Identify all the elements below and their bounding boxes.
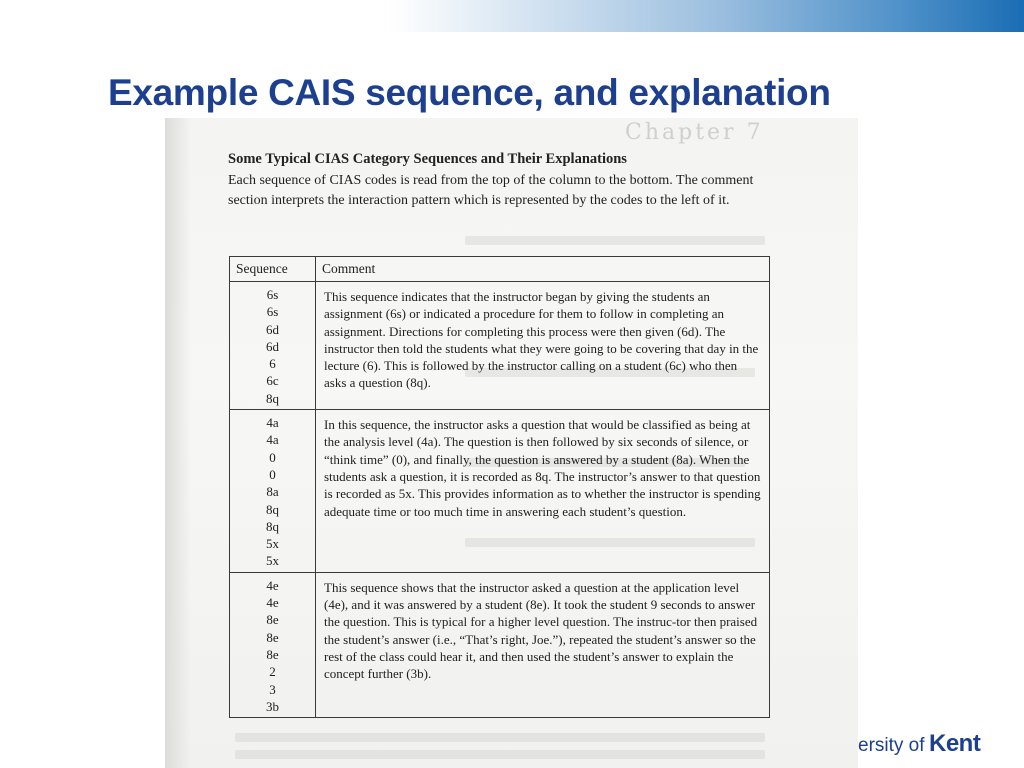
code: 3 <box>269 681 276 697</box>
logo-name: Kent <box>928 730 981 757</box>
sequence-comment: In this sequence, the instructor asks a question that would be classified as being at the analysis level (4a). The question is then followed by six seconds of silence, or “think time” (0), and finally, the question is answered by a student (8a). When the students ask a question, it is recorded as 8q. The instructor’s answer to that question is recorded as 5x. This provides information as to whether the instructor is spending adequate time or too much time in answering each student’s question. <box>316 410 770 573</box>
table-row <box>230 282 770 410</box>
code: 6s <box>266 287 279 302</box>
code: 6c <box>266 373 279 389</box>
table-header-row <box>230 257 770 282</box>
code: 4e <box>266 577 279 593</box>
sequence-column-header: Sequence <box>230 257 316 282</box>
code: 6 <box>269 356 276 372</box>
sequence-table <box>229 256 770 718</box>
code: 5x <box>266 536 279 552</box>
code: 8a <box>266 484 279 500</box>
code: 3b <box>266 698 279 714</box>
code: 6d <box>266 338 279 354</box>
university-logo <box>858 730 980 758</box>
table-row <box>230 410 770 573</box>
sequence-comment: This sequence shows that the instructor asked a question at the application level (4e), and it was answered by a student (8e). It took the student 9 seconds to answer the question. This is typical for a higher level question. The instruc-tor then praised the student’s answer (i.e., “That’s right, Joe.”), repeated the student’s answer so the rest of the class could hear it, and then used the student’s answer to explain the concept further (3b). <box>316 572 770 717</box>
code: 8q <box>266 518 279 534</box>
document-intro: Each sequence of CIAS codes is read from the top of the column to the bottom. The comment section interprets the interaction pattern which is represented by the codes to the left of it. <box>228 173 754 208</box>
top-gradient-band <box>0 0 1024 32</box>
code: 8e <box>266 646 279 662</box>
table-row <box>230 572 770 717</box>
bleed-through-line <box>465 236 765 245</box>
code: 8e <box>266 629 279 645</box>
bleed-through-chapter-text: Chapter 7 <box>625 120 764 145</box>
document-heading: Some Typical CIAS Category Sequences and Their Explanations <box>228 151 627 167</box>
scanned-document <box>165 118 858 768</box>
sequence-codes <box>230 282 316 410</box>
code: 8q <box>266 501 279 517</box>
sequence-codes <box>230 572 316 717</box>
code: 2 <box>269 664 276 680</box>
slide-title: Example CAIS sequence, and explanation <box>108 72 831 113</box>
code: 4a <box>266 415 279 431</box>
code: 0 <box>269 449 276 465</box>
sequence-codes <box>230 410 316 573</box>
code: 6s <box>266 304 279 320</box>
code: 4a <box>266 432 279 448</box>
comment-column-header: Comment <box>316 257 770 282</box>
code: 8e <box>266 612 279 628</box>
bleed-through-line <box>235 750 765 759</box>
logo-prefix: ersity of <box>858 735 925 756</box>
code: 0 <box>269 466 276 482</box>
bleed-through-line <box>235 733 765 742</box>
code: 6d <box>266 321 279 337</box>
code: 5x <box>266 553 279 569</box>
code: 8q <box>266 390 279 406</box>
code: 4e <box>266 595 279 611</box>
sequence-comment: This sequence indicates that the instructor began by giving the students an assignment (6s) or indicated a procedure for them to follow in completing an assignment. Directions for completing this process were then given (6d). The instructor then told the students what they were going to be covering that day in the lecture (6). This is followed by the instructor calling on a student (6c) who then asks a question (8q). <box>316 282 770 410</box>
